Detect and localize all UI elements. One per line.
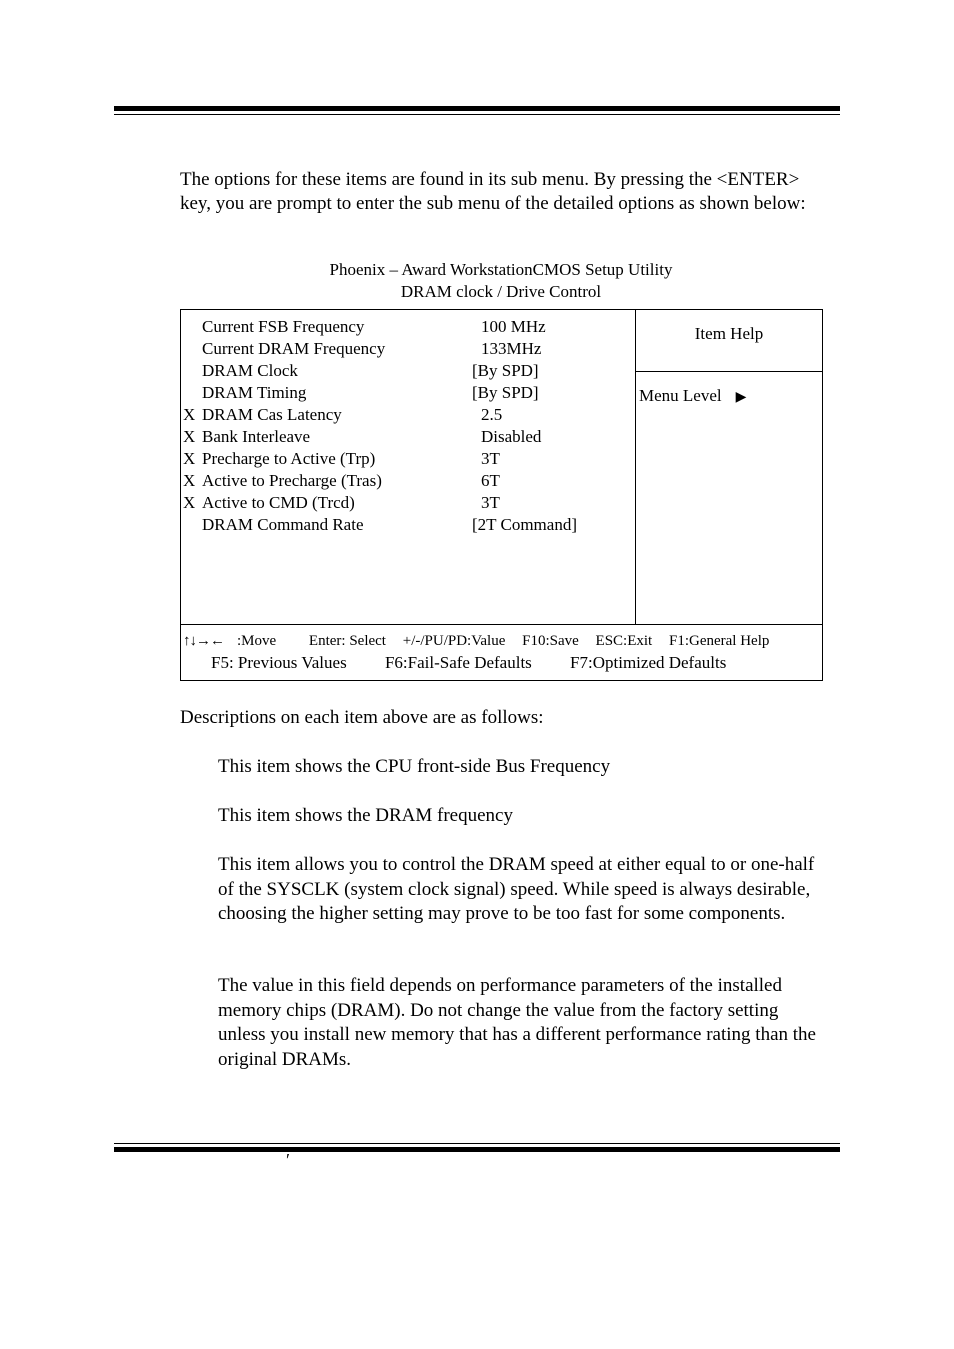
descriptions-intro: Descriptions on each item above are as follows: — [180, 707, 544, 728]
setting-row-dram-cas-latency — [181, 404, 635, 426]
setting-value: 3T — [481, 493, 500, 512]
setting-disabled-mark: X — [183, 493, 196, 512]
footer-rule-thin — [114, 1143, 840, 1144]
setting-label: Active to CMD (Trcd) — [202, 493, 355, 512]
setting-disabled-mark: X — [183, 427, 196, 446]
save-key-hint: F10:Save — [522, 633, 579, 649]
setting-value: Disabled — [481, 427, 542, 446]
value-key-hint: +/-/PU/PD:Value — [402, 633, 506, 649]
bios-menu-title: DRAM clock / Drive Control — [400, 282, 602, 301]
setting-value: 133MHz — [481, 339, 542, 358]
setting-label: Precharge to Active (Trp) — [202, 449, 376, 468]
setting-row-dram-timing[interactable] — [181, 382, 635, 404]
key-legend-divider — [181, 624, 822, 625]
setting-value[interactable]: [By SPD] — [472, 361, 539, 380]
optimized-defaults-key-hint: F7:Optimized Defaults — [570, 653, 727, 672]
setting-label: DRAM Clock — [202, 361, 298, 380]
intro-paragraph: The options for these items are found in its sub menu. By pressing the <ENTER> key, you are prompt to enter the sub menu of the detailed options as shown below: — [180, 169, 806, 214]
help-key-hint: F1:General Help — [668, 633, 770, 649]
setting-row-active-to-cmd — [181, 492, 635, 514]
description-dram-timing: The value in this field depends on performance parameters of the installed memory chips (DRAM). Do not change the value from the factory setting unless you install new memory that has a different performance rating than the original DRAMs. — [218, 975, 816, 1070]
menu-level-label: Menu Level — [639, 386, 722, 405]
setting-value: 100 MHz — [481, 317, 546, 336]
setting-row-dram-clock[interactable] — [181, 360, 635, 382]
exit-key-hint: ESC:Exit — [595, 633, 653, 649]
header-rule-thin — [114, 114, 840, 115]
setting-row-bank-interleave — [181, 426, 635, 448]
previous-values-key-hint: F5: Previous Values — [211, 653, 347, 672]
setting-label: DRAM Command Rate — [202, 515, 364, 534]
setting-value: 6T — [481, 471, 500, 490]
footer-mark: ′ — [286, 1150, 290, 1170]
setting-disabled-mark: X — [183, 405, 196, 424]
menu-level-indicator — [639, 385, 746, 409]
setting-row-precharge-to-active — [181, 448, 635, 470]
setting-label: DRAM Cas Latency — [202, 405, 342, 424]
fail-safe-defaults-key-hint: F6:Fail-Safe Defaults — [384, 653, 532, 672]
setting-value: 3T — [481, 449, 500, 468]
description-dram-frequency: This item shows the DRAM frequency — [218, 805, 513, 826]
setting-value[interactable]: [2T Command] — [472, 515, 577, 534]
setting-label: Bank Interleave — [202, 427, 311, 446]
setting-label: Current FSB Frequency — [202, 317, 365, 336]
right-triangle-icon: ▶ — [735, 390, 747, 405]
setting-row-dram-command-rate[interactable] — [181, 514, 635, 536]
footer-rule-thick — [114, 1147, 840, 1152]
arrow-keys-icon: ↑↓→← — [183, 633, 224, 649]
help-panel-divider — [635, 310, 636, 624]
help-title-divider — [636, 371, 822, 372]
setting-disabled-mark: X — [183, 471, 196, 490]
bios-utility-title: Phoenix – Award WorkstationCMOS Setup Utility — [329, 260, 673, 279]
setting-row-active-to-precharge — [181, 470, 635, 492]
setting-row-current-dram-frequency — [181, 338, 635, 360]
header-rule-thick — [114, 106, 840, 111]
setting-label: Current DRAM Frequency — [202, 339, 386, 358]
setting-disabled-mark: X — [183, 449, 196, 468]
setting-value: 2.5 — [481, 405, 503, 424]
move-key-hint: :Move — [237, 633, 277, 649]
description-dram-clock: This item allows you to control the DRAM speed at either equal to or one-half of the SYSCLK (system clock signal) speed. While speed is always desirable, choosing the higher setting may prove to be too fast for some components. — [218, 854, 815, 924]
enter-key-hint: Enter: Select — [308, 633, 386, 649]
bios-screen — [180, 309, 823, 681]
setting-row-current-fsb-frequency — [181, 316, 635, 338]
setting-label: Active to Precharge (Tras) — [202, 471, 382, 490]
description-fsb-frequency: This item shows the CPU front-side Bus Frequency — [218, 756, 611, 777]
setting-value[interactable]: [By SPD] — [472, 383, 539, 402]
setting-label: DRAM Timing — [202, 383, 307, 402]
item-help-title: Item Help — [694, 324, 764, 343]
key-legend-line-1 — [183, 630, 782, 652]
key-legend-line-2 — [211, 652, 760, 674]
